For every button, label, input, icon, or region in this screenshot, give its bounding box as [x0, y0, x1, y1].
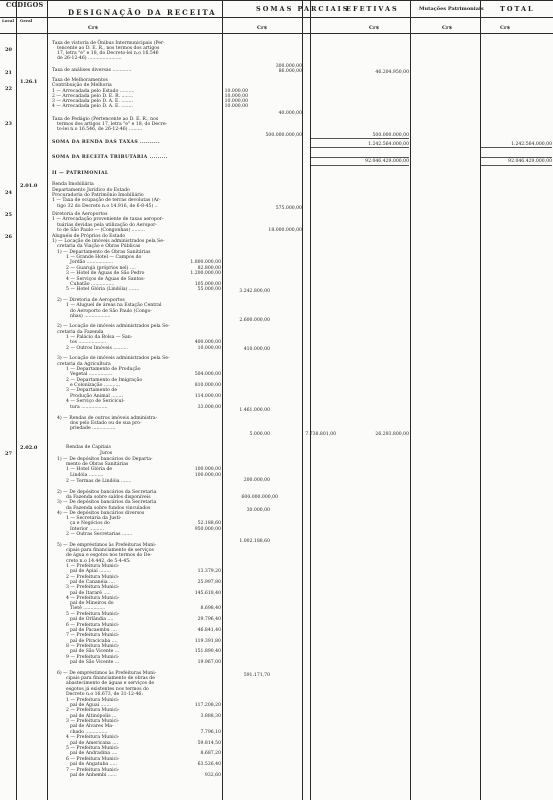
designation-line: 2 — Departamento de Imigração — [66, 378, 143, 383]
designation-line: 1 — Arrecadação proveniente de taxas aeropor- — [52, 217, 164, 222]
amount-value: 8.698,40 — [200, 606, 221, 611]
designation-line: 5 — Hotel Glória (Lindóia) ....... — [66, 287, 140, 292]
designation-line: termos dos artigos 17, letra "e" e 18, do Decre- — [57, 122, 168, 127]
designation-line: II — PATRIMONIAL — [52, 171, 109, 176]
designation-line: Juros — [100, 451, 113, 456]
designation-line: Taxa de Pedágio (Pertencente ao D. E. R., nos — [52, 117, 159, 122]
designation-line: 8 — Prefeitura Munici- — [66, 644, 120, 649]
sum-rule — [481, 165, 552, 166]
designation-line: pal de Altinópolis ... — [70, 714, 117, 719]
designation-line: chado ............... — [70, 730, 108, 735]
currency-label: Cr$ — [442, 25, 453, 31]
amount-value: 810.000,00 — [194, 383, 221, 388]
designation-line: Taxa de Melhoramentos — [52, 78, 108, 83]
designation-line: Diretoria de Aeroportos — [52, 212, 108, 217]
amount-value: 151.890,40 — [194, 649, 221, 654]
designation-line: 1 — Departamento de Produção — [66, 367, 141, 372]
designation-line: Departamento Jurídico do Estado — [52, 188, 130, 193]
designation-line: 2 — Arrecadada pelo D. E. R. ........ — [52, 94, 134, 99]
header-local: Local — [2, 18, 15, 23]
header-geral: Geral — [20, 18, 33, 23]
designation-line: Taxa de análises diversas ............. — [52, 68, 132, 73]
designation-line: SOMA DA RENDA DAS TAXAS .......... — [52, 140, 161, 145]
designation-line: 2 — Termas de Lindóia ....... — [66, 479, 132, 484]
designation-line: Produção Animal ........ — [70, 394, 123, 399]
sum-rule — [311, 138, 409, 139]
designation-line: do Aeroporto de São Paulo (Congo- — [70, 309, 152, 314]
designation-line: 2) — Locação de imóveis administrados pela Se- — [57, 324, 170, 329]
column-rule — [480, 0, 481, 800]
amount-value: 86.000,00 — [278, 69, 302, 74]
designation-line: Renda Imobiliária — [52, 182, 94, 187]
designation-line: 4 — Serviço de Sericicul- — [66, 399, 125, 404]
amount-value: 55.000,00 — [197, 287, 221, 292]
designation-line: Jordão .................. — [70, 260, 113, 265]
designation-line: pal de Orlândia .... — [70, 617, 114, 622]
designation-line: nhas) .................. — [70, 314, 111, 319]
amount-value: 2.600.000,00 — [239, 318, 270, 323]
designation-line: 2) — De depósitos bancários da Secretaria — [57, 490, 157, 495]
sum-rule — [311, 165, 409, 166]
amount-value: 1.002.188,60 — [239, 539, 270, 544]
amount-value: 30.000,00 — [246, 508, 270, 513]
designation-line: Lindóia .......... — [70, 473, 104, 478]
designation-line: da Fazenda sobre saldos disponíveis — [66, 495, 151, 500]
designation-line: pal de Cananéia .... — [70, 580, 115, 585]
designation-line: e Colonização ........... — [70, 383, 120, 388]
designation-line: 6 — Prefeitura Munici- — [66, 623, 120, 628]
designation-line: 2) — Diretoria de Aeroportos — [57, 298, 125, 303]
amount-value: 40.000,00 — [278, 111, 302, 116]
column-rule — [310, 0, 311, 800]
amount-value: 10.000,00 — [224, 99, 248, 104]
designation-line: 1) — Locação de imóveis administrados pela Se- — [52, 239, 165, 244]
column-rule — [222, 0, 223, 800]
designation-line: ça e Negócios do — [70, 521, 110, 526]
designation-line: da Fazenda sobre fundos vinculados — [66, 506, 151, 511]
designation-line: 1) — Departamento de Obras Sanitárias — [57, 250, 151, 255]
designation-line: 1 — Aluguel de áreas na Estação Central — [66, 303, 162, 308]
designation-line: pal de Americana .... — [70, 741, 119, 746]
column-rule — [16, 0, 17, 800]
designation-line: 3 — Prefeitura Munici- — [66, 585, 120, 590]
designation-line: de 26-12-46) ....................... — [57, 56, 122, 61]
designation-line: 1 — Prefeitura Munici- — [66, 564, 120, 569]
designation-line: cipais para financiamento de obras de — [66, 676, 155, 681]
code-local: 23 — [5, 121, 12, 127]
designation-line: to de São Paulo — (Congonhas) ......... — [57, 228, 145, 233]
designation-line: 1) — De depósitos bancários do Departa- — [57, 457, 153, 462]
currency-label: Cr$ — [88, 25, 99, 31]
amount-value: 100.000,00 — [194, 467, 221, 472]
amount-value: 100.000,00 — [194, 473, 221, 478]
amount-value: 600.000.000,00 — [241, 495, 278, 500]
designation-line: Interior .......... — [70, 527, 105, 532]
designation-line: tuárias devidas pela utilização do Aeropor- — [57, 223, 157, 228]
amount-value: 145.618,40 — [194, 591, 221, 596]
designation-line: tura .................. — [70, 405, 108, 410]
code-geral: 2.01.0 — [20, 183, 38, 189]
header-rule — [0, 17, 553, 18]
header-designacao: DESIGNAÇÃO DA RECEITA — [68, 8, 217, 17]
designation-line: 3 — Hotel de Águas de São Pedro — [66, 271, 145, 276]
designation-line: 1 — Hotel Glória de — [66, 467, 113, 472]
designation-line: 1 — Prefeitura Munici- — [66, 698, 120, 703]
designation-line: 1 — Secretaria da Justi- — [66, 516, 122, 521]
designation-line: 4) — Rendas de outros imóveis administra- — [57, 416, 158, 421]
designation-line: Cubatão ................ — [70, 282, 115, 287]
designation-line: 6) — De empréstimos às Prefeituras Muni- — [57, 671, 157, 676]
amount-value: 52.188,60 — [197, 521, 221, 526]
designation-line: tigo 32 do Decreto n.o 14.916, de 6-8-45) .. — [57, 204, 158, 209]
designation-line: 4 — Prefeitura Munici- — [66, 735, 120, 740]
amount-value: 1.461.000,00 — [239, 408, 270, 413]
currency-label: Cr$ — [257, 25, 268, 31]
amount-value: 10.000,00 — [224, 94, 248, 99]
designation-line: priedade ................ — [70, 426, 116, 431]
code-local: 27 — [5, 451, 12, 457]
designation-line: cipais para financiamento de serviços — [66, 548, 154, 553]
designation-line: 1 — Taxa de ocupação de terras devolutas (Ar- — [52, 198, 161, 203]
column-rule — [410, 0, 411, 800]
amount-value: 63.526,40 — [197, 762, 221, 767]
designation-line: cretaria da Fazenda — [57, 330, 104, 335]
designation-line: pal de Alvares Ma- — [70, 724, 114, 729]
sum-rule — [311, 147, 409, 148]
designation-line: 2 — Prefeitura Munici- — [66, 575, 120, 580]
designation-line: Aluguéis de Próprios do Estado — [52, 234, 126, 239]
amount-value: 82.800,00 — [197, 266, 221, 271]
designation-line: esgotos já existentes nos termos do — [66, 687, 149, 692]
amount-value: 92.046.429.000,00 — [508, 159, 552, 164]
designation-line: pal de Angatuba ..... — [70, 762, 117, 767]
column-rule — [302, 0, 303, 800]
designation-line: pal de Apiaí ........ — [70, 569, 111, 574]
designation-line: pal de Andradina .... — [70, 751, 118, 756]
designation-line: SOMA DA RECEITA TRIBUTÁRIA ......... — [52, 155, 168, 160]
amount-value: 117.208,20 — [194, 703, 221, 708]
code-local: 24 — [5, 190, 12, 196]
amount-value: 7.738.801,00 — [305, 432, 336, 437]
designation-line: tos ................... — [70, 340, 107, 345]
currency-label: Cr$ — [369, 25, 380, 31]
designation-line: pal de Piracicaba .... — [70, 639, 118, 644]
header-mutacoes: Mutações Patrimoniais — [419, 6, 484, 12]
designation-line: 3 — Prefeitura Munici- — [66, 719, 120, 724]
header-somas: SOMAS PARCIAIS — [256, 5, 350, 13]
designation-line: 1 — Arrecadada pelo Estado .......... — [52, 89, 135, 94]
sum-rule — [481, 147, 552, 148]
designation-line: 3 — Departamento de — [66, 388, 118, 393]
designation-line: Procuradoria do Patrimônio Imobiliário — [52, 193, 144, 198]
designation-line: abastecimento de águas e serviços de — [66, 681, 155, 686]
header-rule-top — [0, 0, 553, 1]
amount-value: 8.687,20 — [200, 751, 221, 756]
amount-value: 114.000,00 — [194, 394, 221, 399]
sum-rule — [311, 157, 409, 158]
designation-line: de água e esgotos nos termos do De- — [66, 553, 152, 558]
amount-value: 13.379,20 — [197, 569, 221, 574]
code-local: 20 — [5, 47, 12, 53]
amount-value: 119.391,80 — [194, 639, 221, 644]
designation-line: 5 — Prefeitura Munici- — [66, 746, 120, 751]
designation-line: pal de Anhembi ...... — [70, 773, 117, 778]
amount-value: 591.171,70 — [243, 673, 270, 678]
designation-line: pal de Itararé ..... — [70, 591, 111, 596]
amount-value: 7.796,10 — [200, 730, 221, 735]
designation-line: 1 — Palácio da Bolsa — San- — [66, 335, 133, 340]
designation-line: to-lei n.o 16.546, de 26-12-46) ......... — [57, 127, 143, 132]
header-total: TOTAL — [500, 5, 535, 13]
amount-value: 92.046.429.000,00 — [365, 159, 409, 164]
header-rule-bottom — [0, 33, 553, 34]
designation-line: pal de Mineiros do — [70, 601, 114, 606]
amount-value: 59.814,50 — [197, 741, 221, 746]
designation-line: 17, letra "e" e 18, do Decreto-lei n.o 16.546 — [57, 51, 159, 56]
amount-value: 25.997,80 — [197, 580, 221, 585]
amount-value: 500.000.000,00 — [265, 133, 302, 138]
amount-value: 10.000,00 — [224, 104, 248, 109]
designation-line: Rendas de Capitais — [66, 445, 111, 450]
designation-line: Taxa de vistoria de Ônibus Intermunicipais (Per- — [52, 41, 165, 46]
designation-line: 5) — De empréstimos às Prefeituras Muni- — [57, 543, 157, 548]
designation-line: 9 — Prefeitura Munici- — [66, 655, 120, 660]
amount-value: 300.000,00 — [275, 64, 302, 69]
amount-value: 3.888,30 — [200, 714, 221, 719]
designation-line: pal de Pacaembu .... — [70, 628, 117, 633]
designation-line: 2 — Outras Secretarias ....... — [66, 532, 133, 537]
amount-value: 932,60 — [204, 773, 221, 778]
amount-value: 46.841,40 — [197, 628, 221, 633]
amount-value: 105.000,00 — [194, 282, 221, 287]
amount-value: 18.000.000,00 — [268, 228, 302, 233]
designation-line: 1 — Grande Hotel — Campos do — [66, 255, 142, 260]
designation-line: 3) — Locação de imóveis administrados pela Se- — [57, 356, 170, 361]
amount-value: 3.242.800,00 — [239, 289, 270, 294]
amount-value: 10.000,00 — [197, 346, 221, 351]
designation-line: 6 — Prefeitura Munici- — [66, 757, 120, 762]
code-local: 26 — [5, 234, 12, 240]
designation-line: 2 — Outros Imóveis .......... — [66, 346, 128, 351]
amount-value: 410.000,00 — [243, 347, 270, 352]
designation-line: 3 — Arrecadada pelo D. A. E. ........ — [52, 99, 133, 104]
amount-value: 400.000,00 — [194, 340, 221, 345]
designation-line: 4 — Serviços de Águas de Santos- — [66, 277, 146, 282]
designation-line: pal de São Vicente ... — [70, 649, 120, 654]
header-efetivas: EFETIVAS — [346, 5, 399, 13]
designation-line: pal de Aguaí ....... — [70, 703, 111, 708]
designation-line: cretaria da Viação e Obras Públicas — [57, 244, 141, 249]
designation-line: tencente ao D. E. R., nos termos dos artigos — [57, 46, 160, 51]
amount-value: 950.000,00 — [194, 527, 221, 532]
designation-line: 3) — De depósitos bancários da Secretaria — [57, 500, 157, 505]
designation-line: creto n.o 14.442, de 5-4-45: — [66, 559, 131, 564]
designation-line: cretaria da Agricultura — [57, 362, 111, 367]
designation-line: 2 — Guarujá (próprios nel) .... — [66, 266, 136, 271]
amount-value: 1.200.000,00 — [190, 271, 221, 276]
designation-line: pal de São Vicente ... — [70, 660, 120, 665]
designation-line: Decreto n.o 16.673, de 31-12-46: — [66, 692, 143, 697]
designation-line: Vegetal ................ — [70, 372, 113, 377]
designation-line: 7 — Prefeitura Munici- — [66, 633, 120, 638]
column-rule — [47, 0, 48, 800]
amount-value: 500.000.000,00 — [372, 133, 409, 138]
amount-value: 46.204.950,00 — [375, 70, 409, 75]
code-geral: 2.02.0 — [20, 445, 38, 451]
amount-value: 1.242.564.000,00 — [368, 142, 409, 147]
designation-line: 5 — Prefeitura Munici- — [66, 612, 120, 617]
designation-line: 7 — Prefeitura Munici- — [66, 768, 120, 773]
designation-line: 4 — Arrecadada pelo D. A. E. ........ — [52, 104, 133, 109]
designation-line: Tietê ............... — [70, 606, 106, 611]
sum-rule — [481, 157, 552, 158]
code-local: 25 — [5, 212, 12, 218]
designation-line: 4 — Prefeitura Munici- — [66, 596, 120, 601]
designation-line: 4) — De depósitos bancários diversos — [57, 511, 145, 516]
amount-value: 504.000,00 — [194, 372, 221, 377]
amount-value: 26.293.800,00 — [375, 432, 409, 437]
designation-line: Contribuição de Melhoria — [52, 83, 112, 88]
header-codigos: CODIGOS — [6, 1, 44, 9]
amount-value: 10.000,00 — [224, 89, 248, 94]
code-geral: 1.26.1 — [20, 79, 38, 85]
designation-line: mento de Obras Sanitárias — [66, 462, 129, 467]
designation-line: 2 — Prefeitura Munici- — [66, 708, 120, 713]
amount-value: 5.000,00 — [249, 432, 270, 437]
amount-value: 29.796,40 — [197, 617, 221, 622]
amount-value: 200.000,00 — [243, 478, 270, 483]
code-local: 21 — [5, 70, 12, 76]
amount-value: 33.000,00 — [197, 405, 221, 410]
amount-value: 19.967,00 — [197, 660, 221, 665]
amount-value: 1.800.000,00 — [190, 260, 221, 265]
designation-line: dos pelo Estado ou de sua pro- — [70, 421, 142, 426]
currency-label: Cr$ — [500, 25, 511, 31]
amount-value: 575.000,00 — [275, 206, 302, 211]
amount-value: 1.242.564.000,00 — [511, 142, 552, 147]
code-local: 22 — [5, 86, 12, 92]
